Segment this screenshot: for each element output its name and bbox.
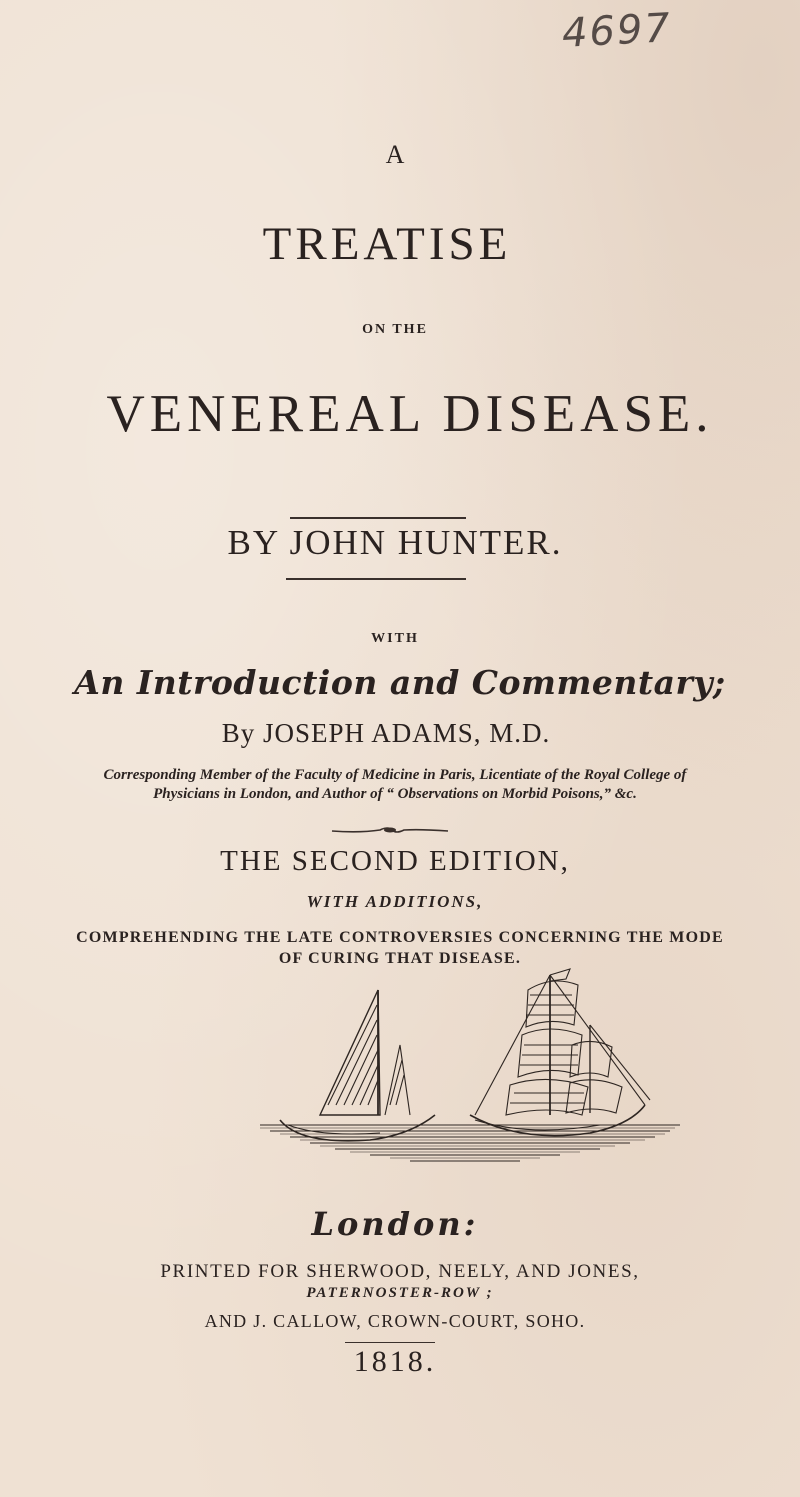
rule-above-author [290, 517, 466, 519]
supplement-author: By JOSEPH ADAMS, M.D. [221, 718, 551, 748]
title-article: A [385, 140, 405, 169]
imprint-printers: PRINTED FOR SHERWOOD, NEELY, AND JONES, [160, 1261, 640, 1282]
flourish-divider-icon [330, 824, 450, 838]
supplement-intro: An Introduction and Commentary; [74, 663, 726, 702]
comprehending-line-2: OF CURING THAT DISEASE. [278, 950, 522, 967]
title-author: BY JOHN HUNTER. [227, 523, 563, 562]
rule-above-year [345, 1342, 435, 1343]
title-subject: VENEREAL DISEASE. [106, 385, 714, 443]
comprehending-line-1: COMPREHENDING THE LATE CONTROVERSIES CONCERNING THE MODE [76, 929, 724, 946]
handwritten-shelf-number: 4697 [560, 5, 673, 57]
supplement-with: WITH [371, 631, 419, 646]
title-connector: ON THE [362, 322, 428, 337]
edition-label: THE SECOND EDITION, [220, 845, 570, 877]
imprint-also: AND J. CALLOW, CROWN-COURT, SOHO. [204, 1311, 586, 1331]
edition-comprehending [0, 927, 800, 969]
rule-below-author [286, 578, 466, 580]
supplement-credentials: Corresponding Member of the Faculty of Medicine in Paris, Licentiate of the Royal College of Physicians in London, and Author of “ Observations on Morbid Poisons,” &c. [103, 767, 687, 802]
edition-additions: WITH ADDITIONS, [306, 892, 484, 911]
title-main: TREATISE [262, 218, 512, 270]
imprint-city: London: [311, 1205, 479, 1243]
imprint-year: 1818. [353, 1345, 437, 1378]
sailing-ships-vignette-icon [260, 965, 680, 1190]
imprint-street: PATERNOSTER-ROW ; [306, 1285, 494, 1301]
